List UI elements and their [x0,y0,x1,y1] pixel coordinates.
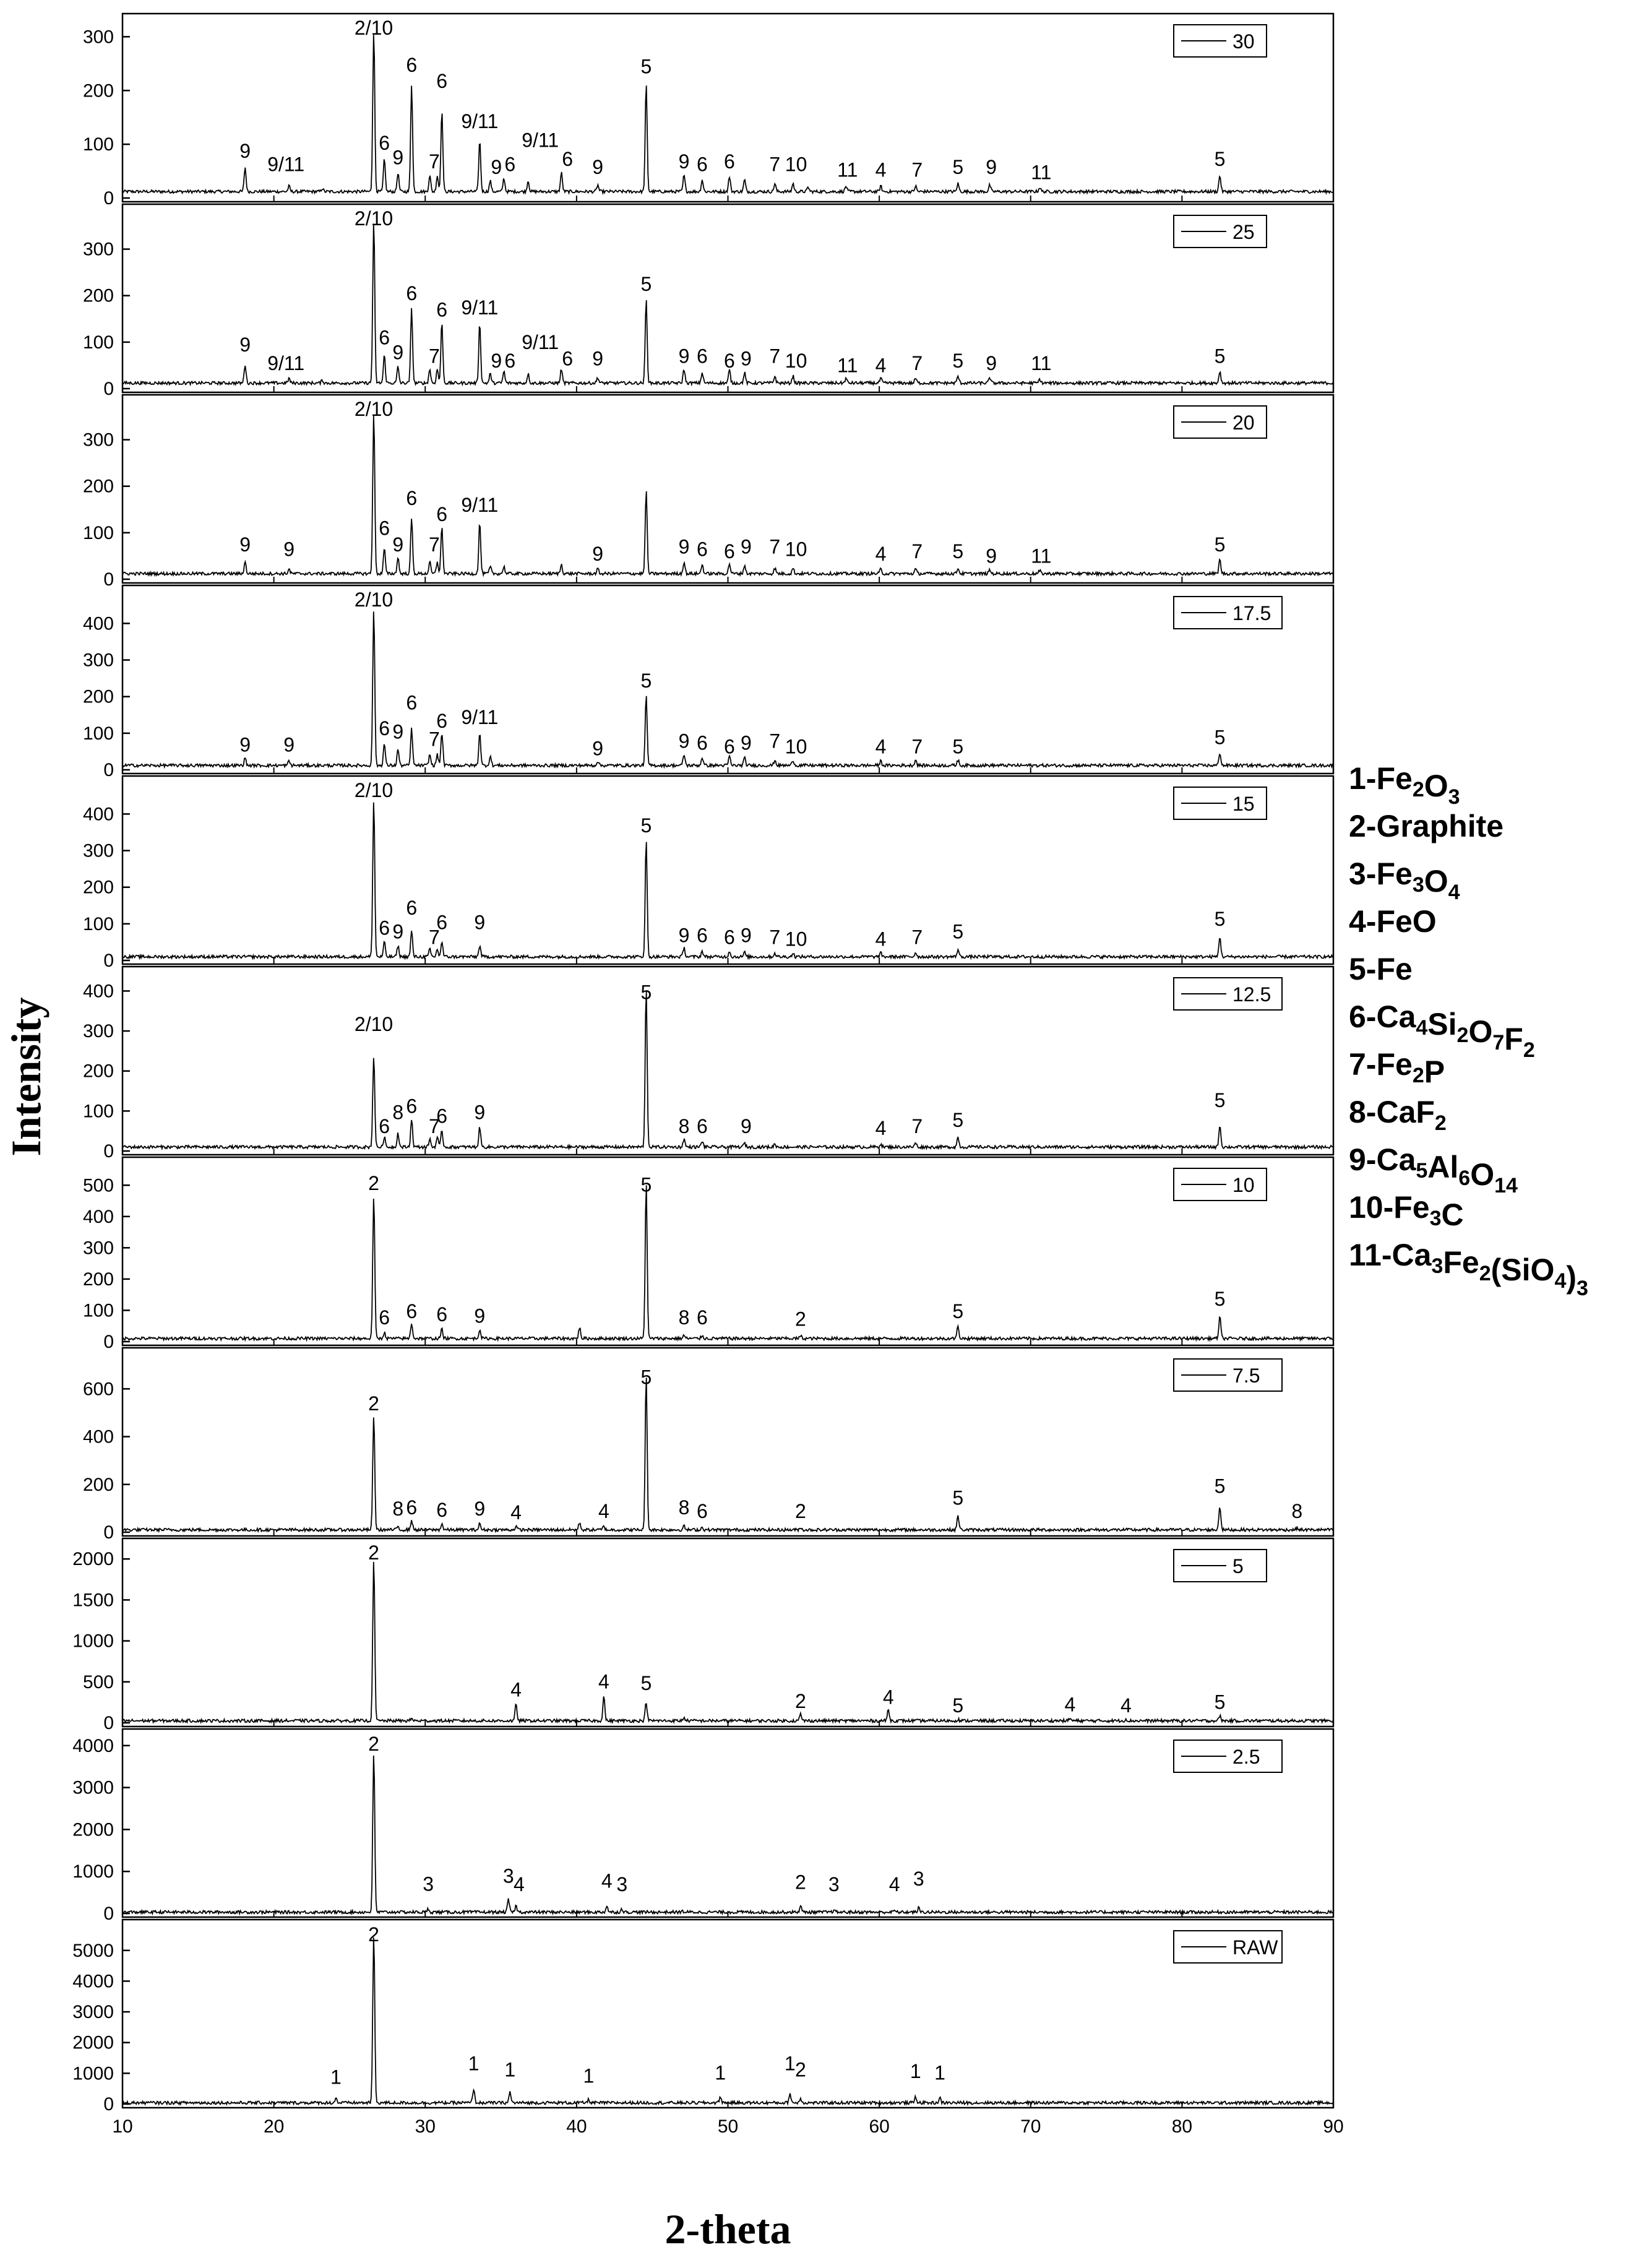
peak-label: 3 [616,1873,628,1896]
peak-label: 8 [678,1306,690,1329]
peak-label: 9 [392,920,404,943]
peak-label: 7 [429,926,440,949]
peak-label: 7 [911,158,923,181]
peak-label: 9/11 [267,153,305,176]
peak-label: 4 [514,1873,525,1896]
panel-frame [123,1157,1333,1345]
y-tick-label: 0 [103,1332,114,1352]
peak-label: 7 [429,533,440,556]
peak-label: 6 [562,147,574,170]
peak-label: 6 [379,1306,390,1329]
peak-label: 2 [795,1690,806,1713]
peak-label: 1 [504,2058,516,2081]
peak-label: 7 [429,728,440,751]
peak-label: 6 [406,1095,418,1118]
y-tick-label: 100 [82,913,114,934]
peak-label: 2 [368,1392,379,1415]
peak-label: 9/11 [461,110,499,133]
peak-label: 7 [429,150,440,173]
peak-label: 9/11 [267,351,305,374]
peak-label: 7 [911,540,923,563]
peak-label: 8 [678,1496,690,1519]
peak-label: 6 [379,326,390,349]
xrd-pattern-line [123,1756,1333,1914]
peak-label: 11 [1031,161,1052,184]
y-tick-label: 100 [82,134,114,155]
peak-label: 7 [769,153,781,176]
peak-label: 2 [795,1871,806,1894]
panel-frame [123,1729,1333,1917]
panel-8 [72,1538,1333,1733]
peak-label: 2/10 [354,1013,394,1036]
y-tick-label: 400 [82,981,114,1002]
y-tick-label: 200 [82,80,114,101]
peak-label: 7 [769,535,781,558]
peak-label: 9 [592,155,604,178]
peak-label: 7 [769,730,781,752]
peak-label: 5 [1214,147,1226,170]
peak-label: 9 [678,924,690,947]
peak-label: 6 [436,1303,448,1326]
y-tick-label: 1000 [72,1631,114,1652]
legend-label: 25 [1233,221,1255,243]
peak-label: 8 [678,1115,690,1137]
x-tick-label: 20 [263,2116,285,2137]
peak-label: 8 [392,1101,404,1124]
peak-label: 5 [640,669,652,692]
peak-label: 4 [875,735,887,758]
legend-label: 20 [1233,412,1255,434]
y-tick-label: 2000 [72,2032,114,2053]
peak-label: 2/10 [354,398,394,420]
peak-label: 5 [1214,907,1226,930]
y-tick-label: 4000 [72,1735,114,1756]
y-tick-label: 1500 [72,1590,114,1611]
peak-label: 6 [724,735,735,758]
y-tick-label: 300 [82,650,114,671]
peak-label: 6 [406,1496,418,1519]
peak-label: 9 [239,533,251,556]
peak-label: 4 [1120,1694,1132,1717]
peak-label: 9 [740,347,752,370]
peak-label: 11 [837,354,858,377]
peak-label: 9 [392,720,404,743]
x-tick-label: 50 [717,2116,739,2137]
y-tick-label: 300 [82,1021,114,1042]
peak-label: 6 [436,911,448,934]
peak-label: 11 [1031,351,1052,374]
y-tick-label: 300 [82,27,114,48]
peak-label: 2 [368,1732,379,1755]
peak-label: 2 [795,1308,806,1330]
xrd-pattern-line [123,1562,1333,1722]
peak-label: 4 [1064,1693,1076,1716]
peak-label: 9 [392,341,404,364]
legend-label: 2.5 [1233,1746,1260,1768]
peak-label: 6 [562,347,574,370]
peak-label: 9 [474,911,486,934]
panel-7 [83,1348,1333,1543]
legend-label: 17.5 [1233,602,1271,624]
peak-label: 1 [934,2061,945,2084]
peak-label: 5 [640,273,652,296]
phase-key-item: $7-Fe_2P$ [1349,1047,1445,1089]
peak-label: 3 [828,1873,840,1896]
y-tick-label: 0 [103,569,114,590]
y-tick-label: 5000 [72,1940,114,1961]
y-tick-label: 300 [82,429,114,451]
peak-label: 4 [598,1670,609,1693]
legend-label: 10 [1233,1174,1255,1196]
peak-label: 9 [239,733,251,756]
peak-label: 2 [368,1171,379,1194]
peak-label: 2 [368,1541,379,1564]
peak-label: 6 [724,926,735,949]
peak-label: 6 [379,717,390,739]
peak-label: 4 [875,158,887,181]
peak-label: 9 [474,1101,486,1124]
peak-label: 7 [911,1115,923,1137]
peak-label: 6 [724,350,735,373]
peak-label: 5 [952,920,964,943]
panel-frame [123,1348,1333,1536]
peak-label: 6 [406,486,418,509]
y-tick-label: 3000 [72,1777,114,1798]
phase-key-item: $10-Fe_3C$ [1349,1190,1464,1232]
y-tick-label: 200 [82,877,114,898]
peak-label: 9 [592,542,604,565]
y-tick-label: 0 [103,379,114,399]
peak-label: 6 [436,709,448,732]
peak-label: 7 [911,926,923,949]
peak-label: 10 [785,928,807,951]
peak-label: 1 [715,2061,726,2084]
y-tick-label: 400 [82,1206,114,1227]
peak-label: 5 [952,1109,964,1132]
peak-label: 9 [392,146,404,169]
peak-label: 5 [1214,533,1226,556]
phase-key-item: 8-CaF$_2$ [1349,1095,1447,1135]
y-tick-label: 0 [103,2094,114,2115]
peak-label: 5 [1214,1691,1226,1714]
panel-1 [83,204,1333,399]
x-tick-label: 60 [869,2116,890,2137]
y-tick-label: 200 [82,476,114,497]
peak-label: 9/11 [522,331,559,354]
peak-label: 11 [1031,545,1052,567]
peak-label: 9 [592,737,604,760]
peak-label: 6 [697,153,708,176]
peak-label: 9 [239,333,251,356]
peak-label: 5 [640,981,652,1004]
panel-frame [123,967,1333,1155]
panel-5 [83,967,1333,1162]
panel-frame [123,1538,1333,1727]
peak-label: 3 [423,1873,434,1895]
y-tick-label: 1000 [72,1861,114,1882]
peak-label: 6 [379,1115,390,1137]
y-tick-label: 200 [82,686,114,707]
peak-label: 4 [598,1499,609,1522]
peak-label: 7 [769,926,781,949]
peak-label: 9 [740,535,752,558]
peak-label: 2/10 [354,779,394,801]
x-tick-label: 10 [112,2116,133,2137]
x-tick-label: 30 [415,2116,436,2137]
y-tick-label: 100 [82,1300,114,1321]
panel-frame [123,1920,1333,2108]
peak-label: 9 [239,139,251,162]
peak-label: 6 [724,150,735,173]
peak-label: 6 [406,691,418,714]
peak-label: 6 [504,350,516,373]
peak-label: 7 [911,351,923,374]
peak-label: 7 [429,345,440,368]
legend-label: RAW [1233,1936,1278,1959]
peak-label: 3 [502,1865,514,1887]
peak-label: 9/11 [522,129,559,152]
peak-label: 9 [491,350,502,373]
peak-label: 6 [436,1498,448,1521]
peak-label: 4 [601,1869,613,1892]
peak-label: 5 [952,350,964,373]
peak-label: 10 [785,153,807,176]
peak-label: 9 [283,733,295,756]
peak-label: 5 [640,1672,652,1695]
peak-label: 10 [785,538,807,561]
peak-label: 2 [368,1923,379,1946]
peak-label: 1 [910,2059,921,2082]
xrd-pattern-line [123,1938,1333,2105]
y-axis-title: Intensity [2,997,49,1157]
y-tick-label: 400 [82,1426,114,1447]
peak-label: 10 [785,350,807,373]
peak-label: 5 [1214,1475,1226,1498]
peak-label: 9 [740,1115,752,1137]
x-tick-label: 70 [1020,2116,1041,2137]
peak-label: 6 [436,1105,448,1128]
y-tick-label: 2000 [72,1549,114,1570]
peak-label: 6 [697,924,708,947]
peak-label: 5 [640,1173,652,1196]
phase-key-item: 5-Fe [1349,952,1413,986]
phase-key-item: $3-Fe_3O_4$ [1349,856,1460,904]
peak-label: 9 [740,731,752,754]
peak-label: 1 [784,2052,796,2075]
peak-label: 5 [952,540,964,563]
peak-label: 5 [1214,726,1226,749]
peak-label: 8 [1291,1499,1303,1522]
peak-label: 1 [583,2064,595,2087]
y-tick-label: 1000 [72,2063,114,2084]
y-tick-label: 500 [82,1671,114,1692]
peak-label: 9 [592,347,604,370]
y-tick-label: 100 [82,1101,114,1122]
peak-label: 9 [986,155,997,178]
y-tick-label: 600 [82,1379,114,1400]
peak-label: 9/11 [461,494,499,517]
peak-label: 2/10 [354,17,394,39]
peak-label: 8 [392,1497,404,1520]
peak-label: 7 [769,345,781,368]
peak-label: 9 [740,924,752,947]
peak-label: 5 [952,735,964,758]
peak-label: 6 [436,503,448,526]
peak-label: 5 [952,1300,964,1323]
peak-label: 4 [875,928,887,951]
peak-label: 2/10 [354,589,394,611]
peak-label: 6 [379,131,390,154]
phase-key-item: 2-Graphite [1349,809,1504,843]
phase-key-item: $1-Fe_2O_3$ [1349,761,1460,809]
panel-6 [83,1157,1333,1352]
x-tick-label: 90 [1323,2116,1344,2137]
legend-label: 5 [1233,1555,1244,1577]
peak-label: 5 [640,55,652,78]
y-tick-label: 0 [103,188,114,209]
peak-label: 4 [875,354,887,377]
y-tick-label: 300 [82,239,114,260]
peak-label: 9 [491,155,502,178]
peak-label: 4 [510,1678,522,1701]
y-tick-label: 100 [82,723,114,744]
x-tick-label: 80 [1171,2116,1193,2137]
y-tick-label: 0 [103,951,114,971]
peak-label: 6 [697,345,708,368]
peak-label: 7 [429,1115,440,1137]
y-tick-label: 400 [82,613,114,634]
panel-3 [83,585,1333,780]
legend-label: 15 [1233,793,1255,815]
peak-label: 6 [436,69,448,92]
phase-key-item: 4-FeO [1349,904,1437,939]
peak-label: 9 [678,730,690,752]
peak-label: 1 [468,2052,480,2075]
y-tick-label: 0 [103,1713,114,1733]
peak-label: 4 [510,1501,522,1524]
peak-label: 2 [795,2058,806,2081]
peak-label: 10 [785,735,807,758]
peak-label: 6 [697,1115,708,1137]
peak-label: 6 [406,282,418,305]
y-tick-label: 4000 [72,1971,114,1992]
peak-label: 5 [1214,1089,1226,1111]
peak-label: 5 [952,155,964,178]
y-tick-label: 200 [82,1061,114,1082]
peak-label: 9 [678,150,690,173]
phase-key-item: $11-Ca_3Fe_2(SiO_4)_3$ [1349,1238,1588,1300]
legend-label: 7.5 [1233,1365,1260,1387]
panel-10 [72,1920,1333,2115]
peak-label: 6 [504,153,516,176]
peak-label: 6 [697,1306,708,1329]
y-tick-label: 3000 [72,2002,114,2023]
y-tick-label: 100 [82,332,114,353]
peak-label: 6 [379,916,390,939]
xrd-pattern-line [123,991,1333,1149]
panel-2 [83,395,1333,590]
peak-label: 5 [640,814,652,837]
peak-label: 6 [436,298,448,321]
x-axis-title: 2-theta [665,2205,791,2253]
y-tick-label: 100 [82,522,114,543]
peak-label: 5 [1214,1287,1226,1310]
y-tick-label: 0 [103,760,114,780]
y-tick-label: 500 [82,1175,114,1196]
peak-label: 6 [697,1499,708,1522]
peak-label: 9 [986,351,997,374]
peak-label: 6 [697,538,708,561]
y-tick-label: 300 [82,1238,114,1259]
peak-label: 5 [952,1486,964,1509]
peak-label: 3 [913,1868,924,1891]
peak-label: 9 [678,535,690,558]
legend-label: 30 [1233,30,1255,53]
peak-label: 11 [837,158,858,181]
peak-label: 4 [882,1686,894,1709]
peak-label: 6 [724,540,735,563]
legend-label: 12.5 [1233,983,1271,1006]
peak-label: 2/10 [354,207,394,230]
y-tick-label: 200 [82,285,114,306]
peak-label: 5 [640,1366,652,1389]
panel-9 [72,1729,1333,1924]
peak-label: 9 [474,1497,486,1520]
phase-key-item: $9-Ca_5Al_6O_{14}$ [1349,1142,1518,1197]
y-tick-label: 400 [82,804,114,825]
peak-label: 6 [697,731,708,754]
y-tick-label: 0 [103,1522,114,1543]
peak-label: 9 [678,345,690,368]
peak-label: 4 [875,542,887,565]
y-tick-label: 0 [103,1904,114,1924]
peak-label: 6 [406,897,418,920]
peak-label: 5 [952,1694,964,1717]
y-tick-label: 200 [82,1269,114,1290]
y-tick-label: 200 [82,1474,114,1495]
peak-label: 9 [392,533,404,556]
phase-key-item: $6-Ca_4Si_2O_7F_2$ [1349,999,1535,1062]
panel-4 [83,776,1333,971]
peak-label: 9 [986,545,997,567]
panel-0 [83,14,1333,209]
peak-label: 9 [283,538,295,561]
peak-label: 7 [911,735,923,758]
peak-label: 9 [474,1304,486,1327]
x-tick-label: 40 [566,2116,587,2137]
peak-label: 4 [888,1873,900,1896]
y-tick-label: 0 [103,1141,114,1162]
y-tick-label: 2000 [72,1819,114,1840]
peak-label: 1 [330,2066,342,2089]
peak-label: 9/11 [461,706,499,729]
peak-label: 6 [379,517,390,540]
peak-label: 6 [406,1300,418,1323]
peak-label: 9/11 [461,296,499,319]
y-tick-label: 300 [82,840,114,861]
xrd-pattern-line [123,1185,1333,1340]
xrd-pattern-line [123,1378,1333,1531]
peak-label: 4 [875,1117,887,1140]
peak-label: 5 [1214,345,1226,368]
peak-label: 2 [795,1499,806,1522]
peak-label: 6 [406,53,418,76]
